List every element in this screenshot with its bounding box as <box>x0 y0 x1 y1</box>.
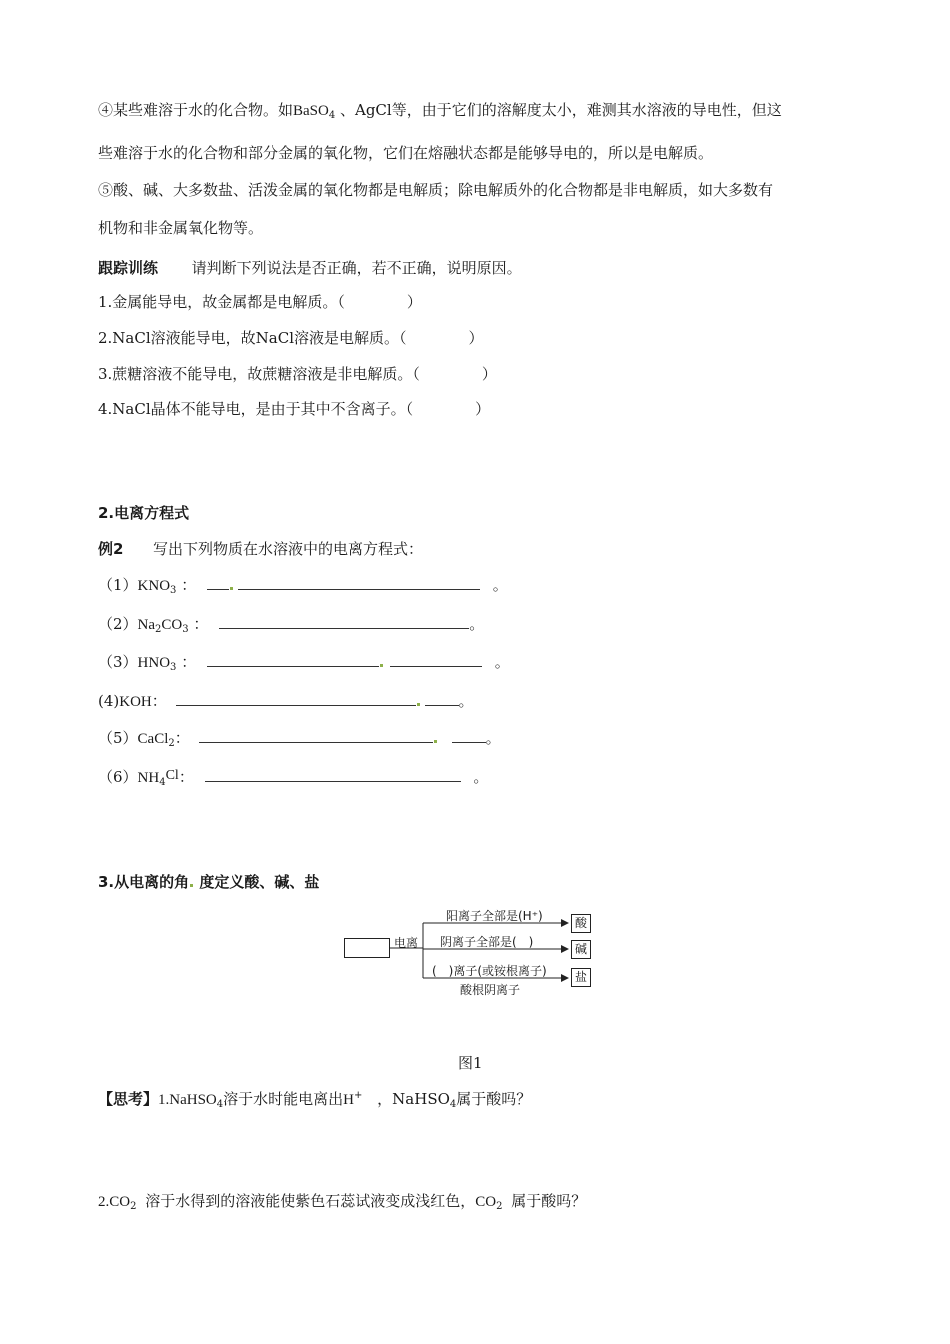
eq-num: （2） <box>98 615 138 633</box>
q-text: 2.CO <box>98 1194 131 1210</box>
eq-num: （5） <box>98 729 138 747</box>
eq-num: （6） <box>98 768 138 786</box>
item-close: ） <box>468 329 484 347</box>
branch-base-label: 阴离子全部是( ) <box>440 935 534 949</box>
subscript: 2 <box>155 624 162 635</box>
think-label: 【思考】 <box>98 1090 159 1108</box>
marker-dot <box>417 703 420 706</box>
answer-blank[interactable] <box>425 691 459 706</box>
paragraph-point4-line2: 些难溶于水的化合物和部分金属的氧化物，它们在熔融状态都是能够导电的，所以是电解质。 <box>98 144 714 162</box>
q-text: 溶于水时能电离出 <box>223 1090 344 1108</box>
equation-6 <box>98 766 488 793</box>
equation-2 <box>98 614 484 640</box>
center-label: 电离 <box>394 936 419 950</box>
tracking-heading: 跟踪训练 <box>98 259 159 277</box>
eq-end: 。 <box>458 692 474 710</box>
section2-heading: 2.电离方程式 <box>98 504 190 522</box>
eq-num: （1） <box>98 576 138 594</box>
answer-blank[interactable] <box>205 767 461 782</box>
q-text: CO <box>475 1194 497 1210</box>
tracking-item-2 <box>98 328 484 348</box>
eq-formula: CO <box>161 617 183 633</box>
tracking-item-3 <box>98 364 497 384</box>
marker-dot <box>434 740 437 743</box>
section3-heading <box>98 872 319 892</box>
paragraph-point5-line2: 机物和非金属氧化物等。 <box>98 219 264 237</box>
subscript: 2 <box>496 1201 503 1212</box>
example2-line <box>98 539 423 559</box>
q-text: ，NaHSO <box>377 1090 450 1108</box>
example-label: 例2 <box>98 540 124 558</box>
tracking-item-4 <box>98 399 490 419</box>
example-text: 写出下列物质在水溶液中的电离方程式： <box>153 540 424 558</box>
blank-box[interactable] <box>344 938 390 958</box>
item-text: 4.NaCl晶体不能导电，是由于其中不含离子。（ <box>98 400 414 418</box>
output-salt: 盐 <box>571 968 591 987</box>
eq-end: 。 <box>494 653 510 671</box>
answer-blank[interactable] <box>207 575 229 590</box>
q-text: 属于酸吗？ <box>511 1192 587 1210</box>
subscript: 4 <box>216 1099 224 1110</box>
eq-colon: ： <box>178 768 194 786</box>
text: ④某些难溶于水的化合物。如 <box>98 101 294 119</box>
answer-blank[interactable] <box>176 691 416 706</box>
eq-formula: Na <box>137 617 156 633</box>
answer-blank[interactable] <box>199 728 433 743</box>
branch-salt-below: 酸根阴离子 <box>460 983 521 997</box>
paragraph-point4-line1 <box>98 100 782 126</box>
eq-colon: ： <box>176 653 197 671</box>
ion: H <box>343 1092 354 1108</box>
equation-5 <box>98 728 501 754</box>
item-close: ） <box>406 293 422 311</box>
subscript: 4 <box>449 1099 457 1110</box>
item-text: 1.金属能导电，故金属都是电解质。（ <box>98 293 345 311</box>
marker-dot <box>190 884 193 887</box>
eq-num: (4) <box>98 692 120 710</box>
marker-dot <box>380 664 383 667</box>
eq-formula: KOH <box>119 694 152 710</box>
eq-colon: ： <box>174 729 190 747</box>
heading-part: 度定义酸、碱、盐 <box>199 873 320 891</box>
item-close: ） <box>475 400 491 418</box>
superscript: + <box>354 1090 363 1101</box>
q-text: 属于酸吗？ <box>456 1090 532 1108</box>
equation-3 <box>98 652 510 678</box>
answer-blank[interactable] <box>219 614 469 629</box>
subscript: 4 <box>159 777 166 788</box>
answer-blank[interactable] <box>452 728 486 743</box>
item-close: ） <box>481 365 497 383</box>
figure-caption: 图1 <box>458 1054 483 1072</box>
marker-dot <box>230 587 233 590</box>
eq-formula: Cl <box>165 768 179 783</box>
paragraph-point5-line1: ⑤酸、碱、大多数盐、活泼金属的氧化物都是电解质；除电解质外的化合物都是非电解质，如大多数有 <box>98 181 774 199</box>
eq-formula: HNO <box>137 655 171 671</box>
eq-colon: ： <box>151 692 167 710</box>
tracking-instruction: 请判断下列说法是否正确，若不正确，说明原因。 <box>191 259 522 277</box>
tracking-item-1 <box>98 292 422 312</box>
q-text: 1.NaHSO <box>158 1092 217 1108</box>
item-text: 3.蔗糖溶液不能导电，故蔗糖溶液是非电解质。（ <box>98 365 420 383</box>
eq-num: （3） <box>98 653 138 671</box>
eq-colon: ： <box>176 576 197 594</box>
eq-end: 。 <box>473 768 489 786</box>
item-text: 2.NaCl溶液能导电，故NaCl溶液是电解质。（ <box>98 329 407 347</box>
eq-end: 。 <box>469 615 485 633</box>
q-text: 溶于水得到的溶液能使紫色石蕊试液变成浅红色， <box>145 1192 476 1210</box>
branch-acid-label: 阳离子全部是(H⁺) <box>446 909 543 923</box>
eq-end: 。 <box>485 729 501 747</box>
eq-end: 。 <box>492 576 508 594</box>
subscript: 3 <box>182 624 189 635</box>
heading-part: 3.从电离的角 <box>98 873 190 891</box>
subscript: 3 <box>170 662 177 673</box>
subscript: 2 <box>130 1201 137 1212</box>
equation-4 <box>98 691 474 712</box>
answer-blank[interactable] <box>238 575 480 590</box>
tracking-heading-line <box>98 258 522 278</box>
output-acid: 酸 <box>571 914 591 933</box>
text: 、AgCl等，由于它们的溶解度太小，难测其水溶液的导电性，但这 <box>335 101 782 119</box>
branch-salt-label: ( )离子(或铵根离子) <box>432 964 547 978</box>
eq-formula: KNO <box>137 578 171 594</box>
subscript: 3 <box>170 585 177 596</box>
answer-blank[interactable] <box>207 652 379 667</box>
equation-1 <box>98 575 508 601</box>
output-base: 碱 <box>571 940 591 959</box>
subscript: 2 <box>168 738 175 749</box>
think-question-1 <box>98 1086 531 1115</box>
formula-baso4: BaSO <box>293 103 329 119</box>
subscript: 4 <box>328 110 336 121</box>
answer-blank[interactable] <box>390 652 482 667</box>
ionization-diagram <box>340 905 600 1005</box>
eq-formula: NH <box>137 770 160 786</box>
think-question-2 <box>98 1191 586 1217</box>
eq-colon: ： <box>188 615 209 633</box>
eq-formula: CaCl <box>137 731 169 747</box>
